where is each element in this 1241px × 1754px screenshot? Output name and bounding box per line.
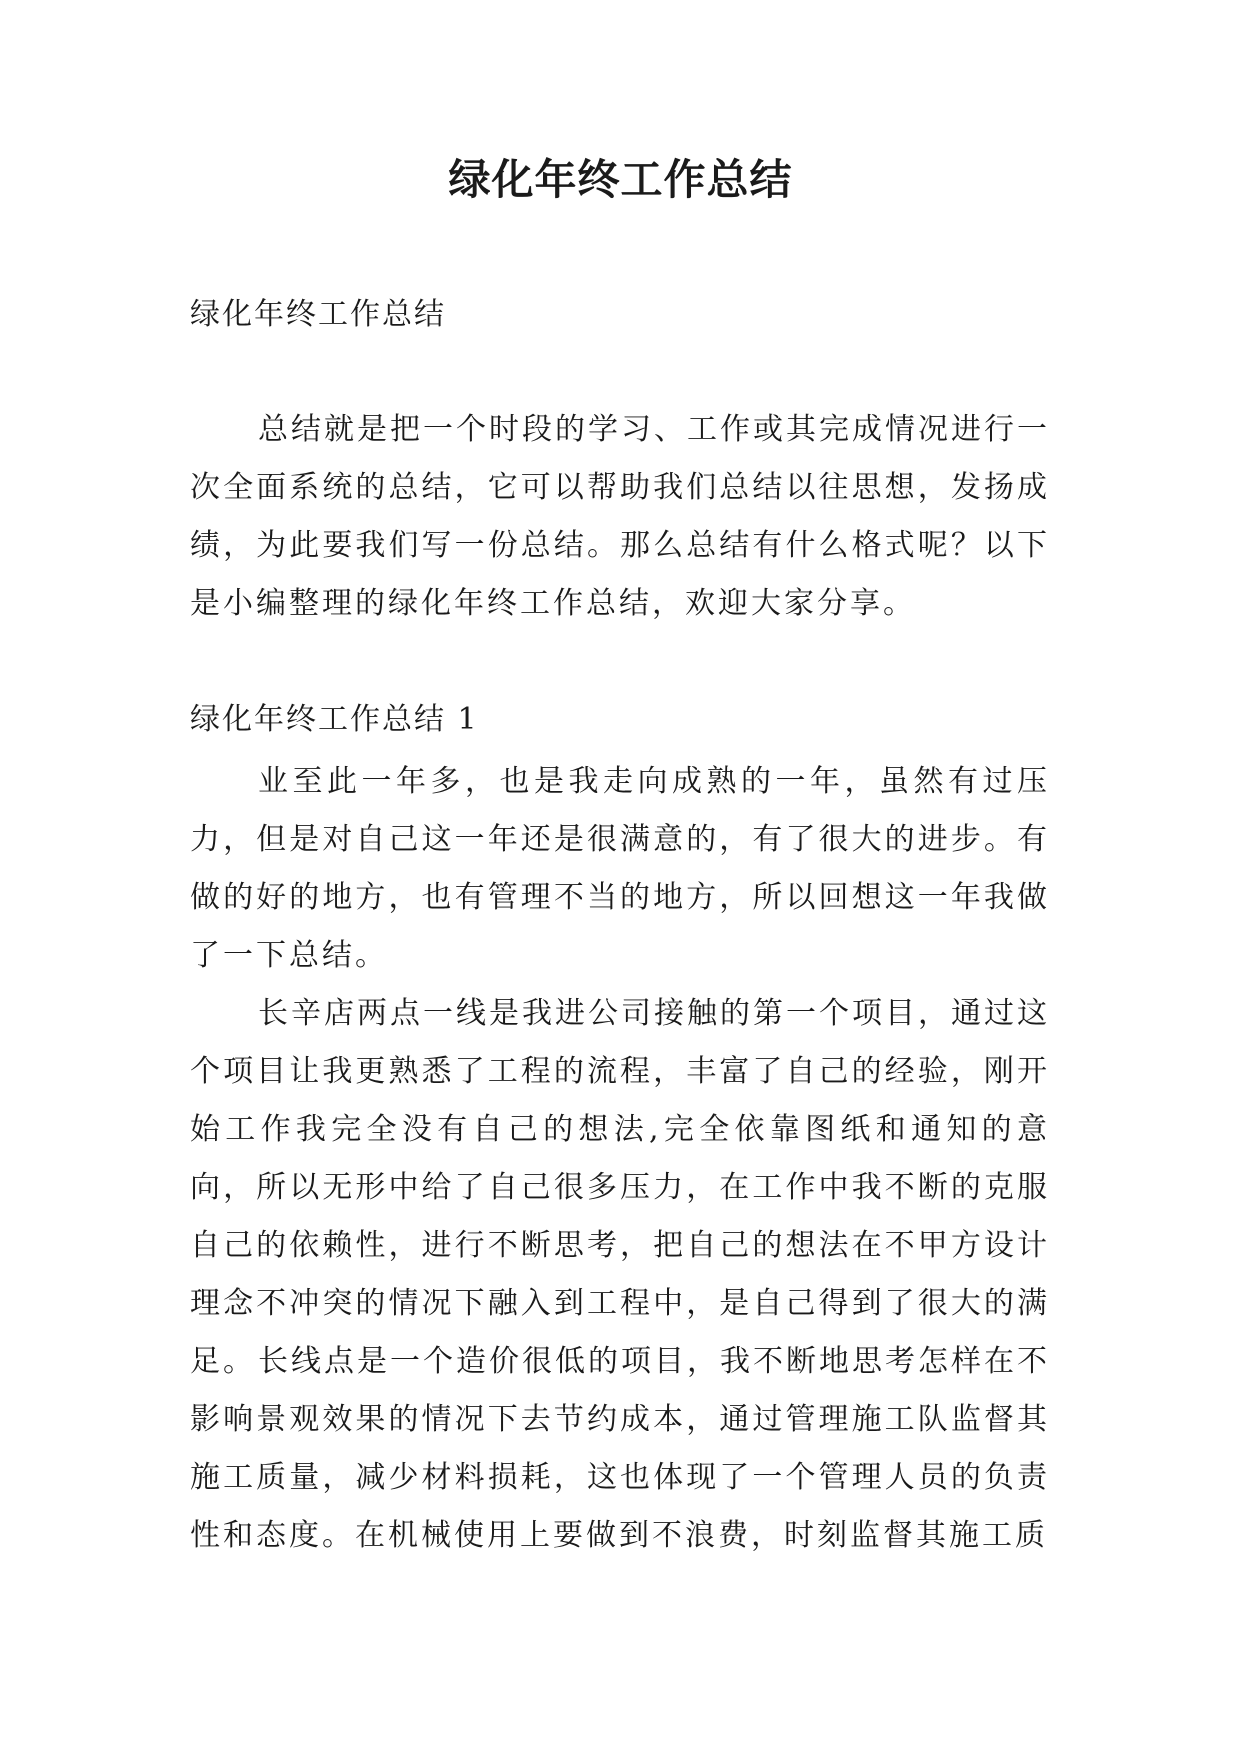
intro-paragraph: 总结就是把一个时段的学习、工作或其完成情况进行一次全面系统的总结，它可以帮助我们总结以往思想，发扬成绩，为此要我们写一份总结。那么总结有什么格式呢？以下是小编整理的绿化年终工作总结，欢迎大家分享。 [190, 412, 1050, 621]
body-paragraph: 业至此一年多，也是我走向成熟的一年，虽然有过压力，但是对自己这一年还是很满意的，有了很大的进步。有做的好的地方，也有管理不当的地方，所以回想这一年我做了一下总结。 [190, 764, 1050, 973]
body-paragraph: 长辛店两点一线是我进公司接触的第一个项目，通过这个项目让我更熟悉了工程的流程，丰富了自己的经验，刚开始工作我完全没有自己的想法,完全依靠图纸和通知的意向，所以无形中给了自己很多压力，在工作中我不断的克服自己的依赖性，进行不断思考，把自己的想法在不甲方设计理念不冲突的情况下融入到工程中，是自己得到了很大的满足。 [190, 996, 1050, 1379]
document-title: 绿化年终工作总结 [448, 155, 793, 204]
body-paragraph: 长线点是一个造价很低的项目，我不断地思考怎样在不影响景观效果的情况下去节约成本，通过管理施工队监督其施工质量，减少材料损耗，这也体现了一个管理人员的负责性和态度。在机械使用上要做到不浪费，时刻监督其施工质 [190, 1344, 1050, 1553]
section-heading: 绿化年终工作总结 1 [190, 702, 479, 737]
document-subtitle: 绿化年终工作总结 [190, 297, 446, 332]
